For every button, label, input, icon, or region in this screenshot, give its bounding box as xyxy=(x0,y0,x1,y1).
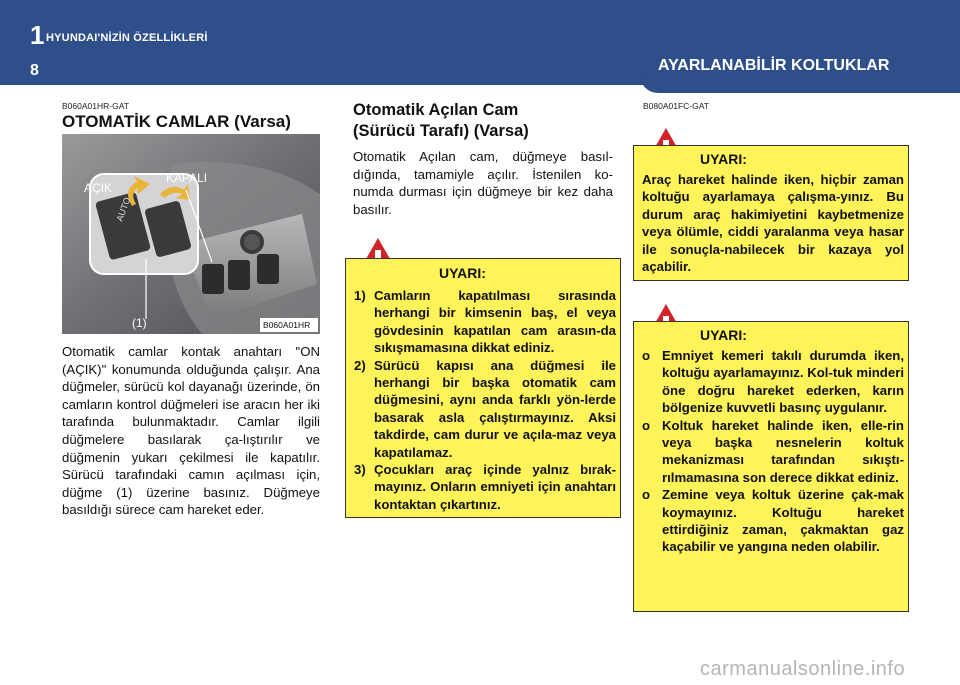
warning-item: o Emniyet kemeri takılı durumda iken, koltuğu ayarlamayınız. Kol-tuk minderi öne doğru hareket ederken, karın bölgenize kuvvetli basınç uygulanır. xyxy=(642,348,904,416)
seat-section-code: B080A01FC-GAT xyxy=(643,101,709,111)
section-body: Otomatik camlar kontak anahtarı "ON (AÇIK)" konumunda olduğunda çalışır. Ana düğmeler, sürücü kol dayanağı üzerinde, ön camların kontrol düğmeleri ise aracın her iki tarafında bulunmaktadır. Camlar ilgili düğmelere basılarak ça-lıştırılır ve düğmenin yukarı çekilmesi ile kapatılır. Sürücü tarafındaki camın açılması için, düğme (1) üzerine basınız. Düğmeye basıldığı sürece cam hareket eder. xyxy=(62,344,320,518)
warning-text: Araç hareket halinde iken, hiçbir zaman koltuğu ayarlamaya çalışma-yınız. Bu durum araç hakimiyetini kaybetmenize veya ölümle, ciddi yaralanma veya hasar ile sonuçla-nabilecek bir kazaya yol açabilir. xyxy=(642,172,904,275)
callout-label: (1) xyxy=(132,316,147,330)
warning-item: o Zemine veya koltuk üzerine çak-mak koymayınız. Koltuğu hareket ettirdiğiniz zaman, çakmaktan gaz kaçabilir ve yangına neden olabilir. xyxy=(642,487,904,555)
section-code: B060A01HR-GAT xyxy=(62,101,129,111)
warning-item: 1) Camların kapatılması sırasında herhangi bir kimsenin baş, el veya gövdesinin kapatılan cam arasın-da sıkışmamasına dikkat ediniz. xyxy=(354,288,616,356)
chapter-number: 1 xyxy=(30,20,45,50)
open-label: AÇIK xyxy=(84,181,113,195)
warning-item: 3) Çocukları araç içinde yalnız bırak-mayınız. Onların emniyeti için anahtarı kontaktan çıkartınız. xyxy=(354,462,616,512)
chapter-title: HYUNDAI'NİZİN ÖZELLİKLERİ xyxy=(46,32,208,44)
subsection-heading-line1: Otomatik Açılan Cam xyxy=(353,101,519,119)
warning-item: 2) Sürücü kapısı ana düğmesi ile herhangi bir başka otomatik cam düğmesini, aynı anda farklı yön-lerde basarak asla çalıştırmayınız. Aksi takdirde, cam durur ve açıla-maz veya kapatılamaz. xyxy=(354,357,616,460)
warning-title: UYARI: xyxy=(439,265,486,281)
image-code: B060A01HR xyxy=(263,320,311,330)
warning-list xyxy=(354,287,616,513)
warning-title: UYARI: xyxy=(700,151,747,167)
section-title: AYARLANABİLİR KOLTUKLAR xyxy=(658,57,890,74)
close-label: KAPALI xyxy=(166,171,208,185)
subsection-heading-line2: (Sürücü Tarafı) (Varsa) xyxy=(353,122,529,140)
warning-list xyxy=(642,347,904,556)
subsection-body: Otomatik Açılan cam, düğmeye basıl-dığında, tamamiyle açılır. İstenilen ko-numda durması için düğmeye bir kez daha basılır. xyxy=(353,149,613,217)
page-number: 8 xyxy=(30,62,39,79)
section-tab xyxy=(640,55,960,93)
section-heading: OTOMATİK CAMLAR (Varsa) xyxy=(62,112,291,131)
watermark: carmanualsonline.info xyxy=(700,658,906,680)
window-switch-photo xyxy=(62,134,320,334)
seat-warning-box-1 xyxy=(633,145,909,281)
auto-label: AUTO xyxy=(114,195,133,223)
header-bar xyxy=(0,0,960,55)
seat-warning-box-2 xyxy=(633,321,909,612)
warning-item: o Koltuk hareket halinde iken, elle-rin veya başka nesnelerin koltuk mekanizması tarafından sıkıştı-rılmamasına son derece dikkat ediniz. xyxy=(642,417,904,485)
warning-title: UYARI: xyxy=(700,327,747,343)
warning-box xyxy=(345,258,621,518)
